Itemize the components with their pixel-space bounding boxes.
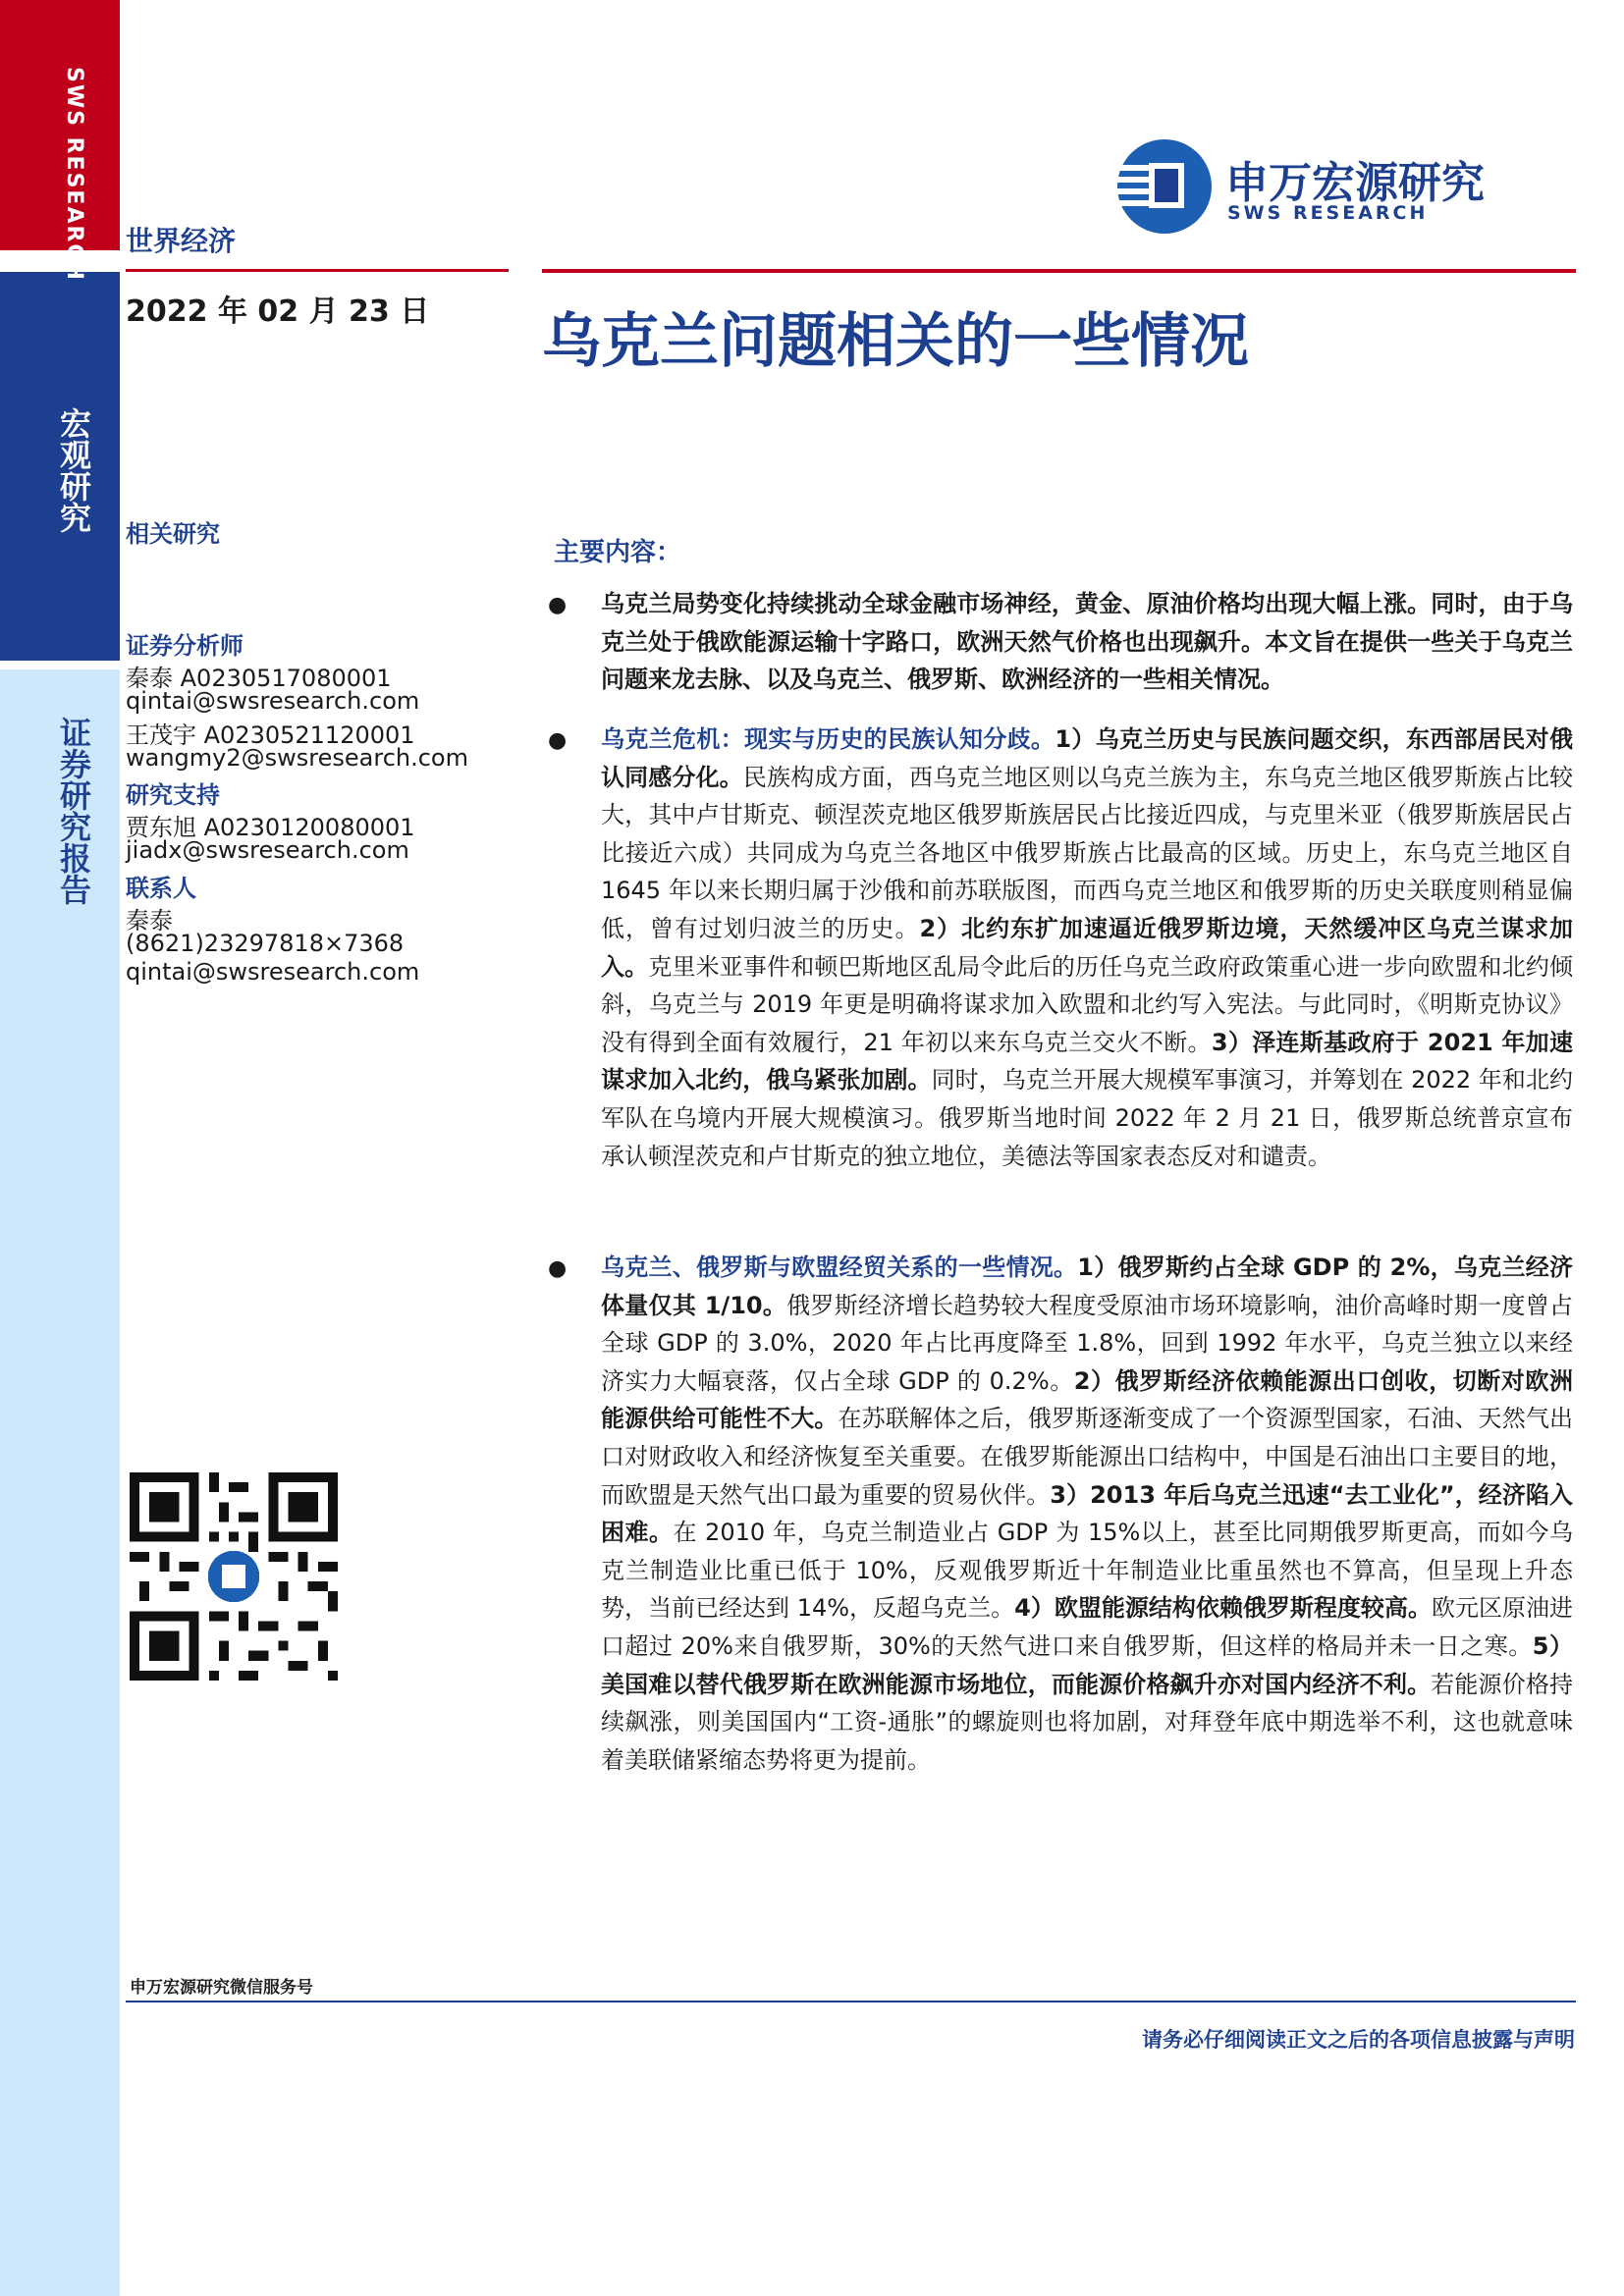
contact-name: 秦泰 <box>126 907 173 934</box>
summary-heading: 主要内容： <box>554 538 682 567</box>
analyst-heading: 证券分析师 <box>126 632 244 660</box>
sidebar-brand-label: SWS RESEARCH <box>62 67 86 282</box>
bullet-paragraph: 乌克兰局势变化持续挑动全球金融市场神经，黄金、原油价格均出现大幅上涨。同时，由于乌克兰处于俄欧能源运输十字路口，欧洲天然气价格也出现飙升。本文旨在提供一些关于乌克兰问题来龙去脉、以及乌克兰、俄罗斯、欧洲经济的一些相关情况。 <box>601 590 1573 694</box>
summary-bullet-1 <box>542 585 1573 699</box>
analyst-line: 王茂宇 A0230521120001 <box>126 721 415 749</box>
support-email[interactable]: jiadx@swsresearch.com <box>126 836 409 864</box>
bullet-dot-icon: ● <box>548 593 568 617</box>
logo-text-cn: 申万宏源研究 <box>1225 158 1485 208</box>
report-date: 2022 年 02 月 23 日 <box>126 294 430 329</box>
company-logo <box>1110 137 1551 236</box>
analyst-email[interactable]: qintai@swsresearch.com <box>126 687 420 715</box>
sidebar-category-label: 宏观研究 <box>55 407 92 533</box>
sws-logo-icon <box>1110 137 1219 236</box>
analyst-line: 秦泰 A0230517080001 <box>126 665 392 692</box>
support-line: 贾东旭 A0230120080001 <box>126 814 415 841</box>
footer-disclaimer: 请务必仔细阅读正文之后的各项信息披露与声明 <box>1142 2028 1575 2052</box>
bullet-dot-icon: ● <box>548 728 568 753</box>
sidebar-gap <box>0 661 120 669</box>
bullet-paragraph: 乌克兰、俄罗斯与欧盟经贸关系的一些情况。1）俄罗斯约占全球 GDP 的 2%，乌克兰经济体量仅其 1/10。俄罗斯经济增长趋势较大程度受原油市场环境影响，油价高峰时期一度曾占全球 GDP 的 3.0%，2020 年占比再度降至 1.8%，回到 1992 年水平，乌克兰独立以来经济实力大幅衰落，仅占全球 GDP 的 0.2%。2）俄罗斯经济依赖能源出口创收，切断对欧洲能源供给可能性不大。在苏联解体之后，俄罗斯逐渐变成了一个资源型国家，石油、天然气出口对财政收入和经济恢复至关重要。在俄罗斯能源出口结构中，中国是石油出口主要目的地，而欧盟是天然气出口最为重要的贸易伙伴。3）2013 年后乌克兰迅速“去工业化”，经济陷入困难。在 2010 年，乌克兰制造业占 GDP 为 15%以上，甚至比同期俄罗斯更高，而如今乌克兰制造业比重已低于 10%，反观俄罗斯近十年制造业比重虽然也不算高，但呈现上升态势，当前已经达到 14%，反超乌克兰。4）欧盟能源结构依赖俄罗斯程度较高。欧元区原油进口超过 20%来自俄罗斯，30%的天然气进口来自俄罗斯，但这样的格局并未一日之寒。5）美国难以替代俄罗斯在欧洲能源市场地位，而能源价格飙升亦对国内经济不利。若能源价格持续飙涨，则美国国内“工资-通胀”的螺旋则也将加剧，对拜登年底中期选举不利，这也就意味着美联储紧缩态势将更为提前。 <box>601 1254 1573 1774</box>
related-research-heading: 相关研究 <box>126 520 220 548</box>
contact-email[interactable]: qintai@swsresearch.com <box>126 958 420 986</box>
bullet-dot-icon: ● <box>548 1256 568 1281</box>
report-title: 乌克兰问题相关的一些情况 <box>542 307 1249 376</box>
header-divider-right <box>542 269 1576 273</box>
summary-bullet-3 <box>542 1249 1573 1779</box>
support-heading: 研究支持 <box>126 781 220 809</box>
logo-text-en: SWS RESEARCH <box>1227 202 1429 224</box>
analyst-email[interactable]: wangmy2@swsresearch.com <box>126 744 468 772</box>
contact-phone: (8621)23297818×7368 <box>126 930 405 957</box>
footer-divider <box>126 2001 1576 2002</box>
sidebar-report-type-label: 证券研究报告 <box>55 717 92 905</box>
header-divider-left <box>126 269 509 272</box>
contact-heading: 联系人 <box>126 875 196 902</box>
bullet-paragraph: 乌克兰危机：现实与历史的民族认知分歧。1）乌克兰历史与民族问题交织，东西部居民对俄认同感分化。民族构成方面，西乌克兰地区则以乌克兰族为主，东乌克兰地区俄罗斯族占比较大，其中卢甘斯克、顿涅茨克地区俄罗斯族居民占比接近四成，与克里米亚（俄罗斯族居民占比接近六成）共同成为乌克兰各地区中俄罗斯族占比最高的区域。历史上，东乌克兰地区自 1645 年以来长期归属于沙俄和前苏联版图，而西乌克兰地区和俄罗斯的历史关联度则稍显偏低，曾有过划归波兰的历史。2）北约东扩加速逼近俄罗斯边境，天然缓冲区乌克兰谋求加入。克里米亚事件和顿巴斯地区乱局令此后的历任乌克兰政府政策重心进一步向欧盟和北约倾斜，乌克兰与 2019 年更是明确将谋求加入欧盟和北约写入宪法。与此同时，《明斯克协议》没有得到全面有效履行，21 年初以来东乌克兰交火不断。3）泽连斯基政府于 2021 年加速谋求加入北约，俄乌紧张加剧。同时，乌克兰开展大规模军事演习，并筹划在 2022 年和北约军队在乌境内开展大规模演习。俄罗斯当地时间 2022 年 2 月 21 日，俄罗斯总统普京宣布承认顿涅茨克和卢甘斯克的独立地位，美德法等国家表态反对和谴责。 <box>601 725 1574 1170</box>
section-label: 世界经济 <box>126 225 237 257</box>
qr-code-icon <box>130 1472 338 1681</box>
sidebar-light-band <box>0 669 120 2296</box>
qr-caption: 申万宏源研究微信服务号 <box>130 1978 313 1998</box>
summary-bullet-2 <box>542 721 1573 1175</box>
